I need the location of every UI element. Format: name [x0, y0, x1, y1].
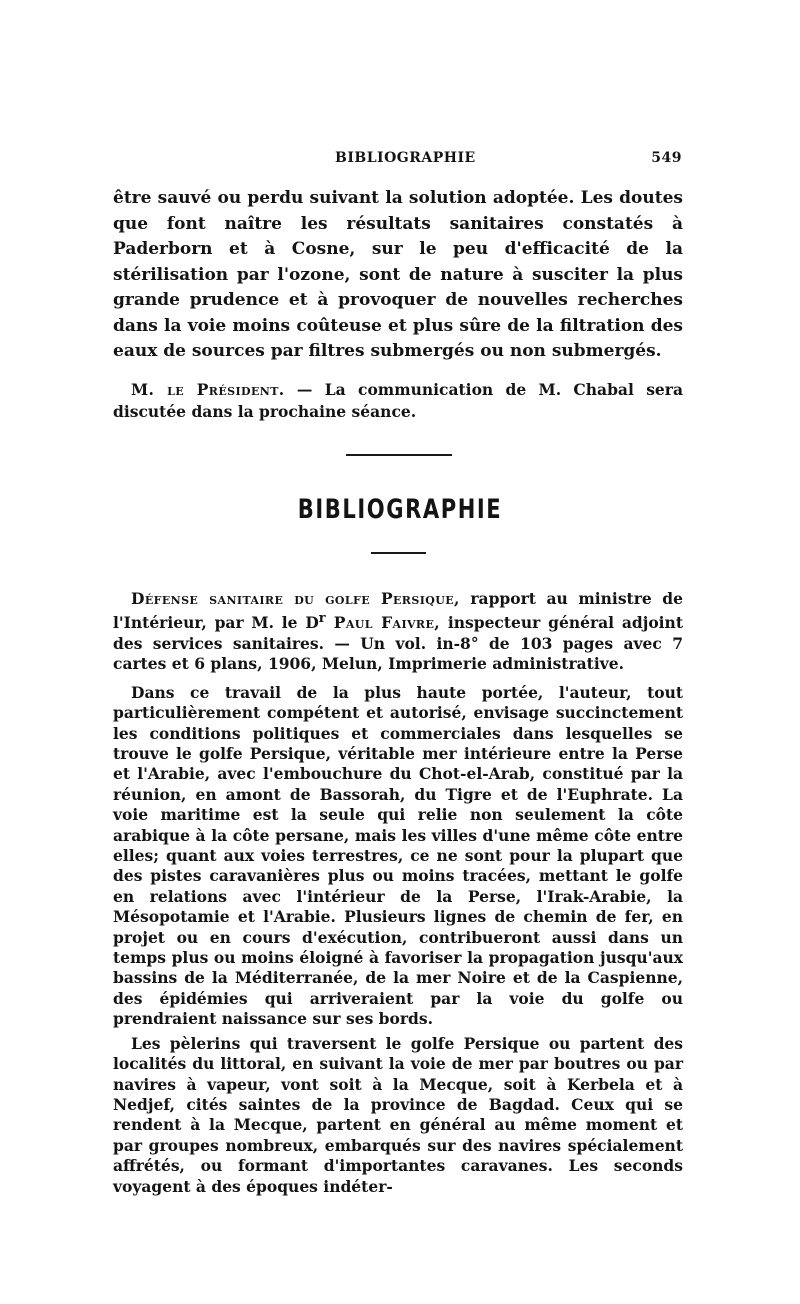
running-head-title: BIBLIOGRAPHIE [335, 150, 476, 166]
reference-text-1: rapport au ministre de l'Intérieur, par M. le D [113, 589, 683, 633]
review-paragraph-1: Dans ce travail de la plus haute portée, l'auteur, tout particulièrement compétent et autorisé, envisage succinctement les conditions politiques et commerciales dans lesquelles se trouve le golfe Persique, véritable mer intérieure entre la Perse et l'Arabie, avec l'embouchure du Chot-el-Arab, constitué par la réunion, en amont de Bassorah, du Tigre et de l'Euphrate. La voie maritime est la seule qui relie non seulement la côte arabique à la côte persane, mais les villes d'une même côte entre elles; quant aux voies terrestres, ce ne sont pour la plupart que des pistes caravanières plus ou moins tracées, mettant le golfe en relations avec l'intérieur de la Perse, l'Irak-Arabie, la Mésopotamie et l'Arabie. Plusieurs lignes de chemin de fer, en projet ou en cours d'exécution, contribueront aussi dans un temps plus ou moins éloigné à favoriser la propagation jusqu'aux bassins de la Méditerranée, de la mer Noire et de la Caspienne, des épidémies qui arriveraient par la voie du golfe ou prendraient naissance sur ses bords. [113, 682, 683, 1029]
section-divider-bottom [371, 552, 426, 554]
doctor-superscript: r [318, 611, 326, 627]
continued-paragraph: être sauvé ou perdu suivant la solution adoptée. Les doutes que font naître les résultats sanitaires constatés à Paderborn et à Cosne, sur le peu d'efficacité de la stérilisation par l'ozone, sont de nature à susciter la plus grande prudence et à provoquer de nouvelles recherches dans la voie moins coûteuse et plus sûre de la filtration des eaux de sources par filtres submergés ou non submergés. [113, 188, 683, 361]
section-title: BIBLIOGRAPHIE [297, 494, 503, 525]
book-title: Défense sanitaire du golfe Persique, [131, 589, 460, 608]
reference-text-2: inspecteur général adjoint des services sanitaires. — Un vol. in-8° de 103 pages avec 7 cartes et 6 plans, 1906, Melun, Imprimerie administrative. [113, 613, 683, 674]
bibliography-entry [113, 589, 683, 1201]
section-divider-top [346, 454, 452, 456]
speaker-label: M. le Président. [131, 380, 285, 399]
page-number: 549 [651, 150, 682, 166]
continued-paragraph-block [113, 186, 683, 365]
president-text: — La communication de M. Chabal sera discutée dans la prochaine séance. [113, 380, 683, 421]
president-statement [113, 379, 683, 423]
review-paragraph-2: Les pèlerins qui traversent le golfe Persique ou partent des localités du littoral, en suivant la voie de mer par boutres ou par navires à vapeur, vont soit à la Mecque, soit à Kerbela et à Nedjef, cités saintes de la province de Bagdad. Ceux qui se rendent à la Mecque, partent en général au même moment et par groupes nombreux, embarqués sur des navires spécialement affrétés, ou formant d'importantes caravanes. Les seconds voyagent à des époques indéter- [113, 1033, 683, 1196]
author-name: Paul Faivre, [325, 613, 441, 633]
bibliographic-reference [113, 589, 683, 675]
